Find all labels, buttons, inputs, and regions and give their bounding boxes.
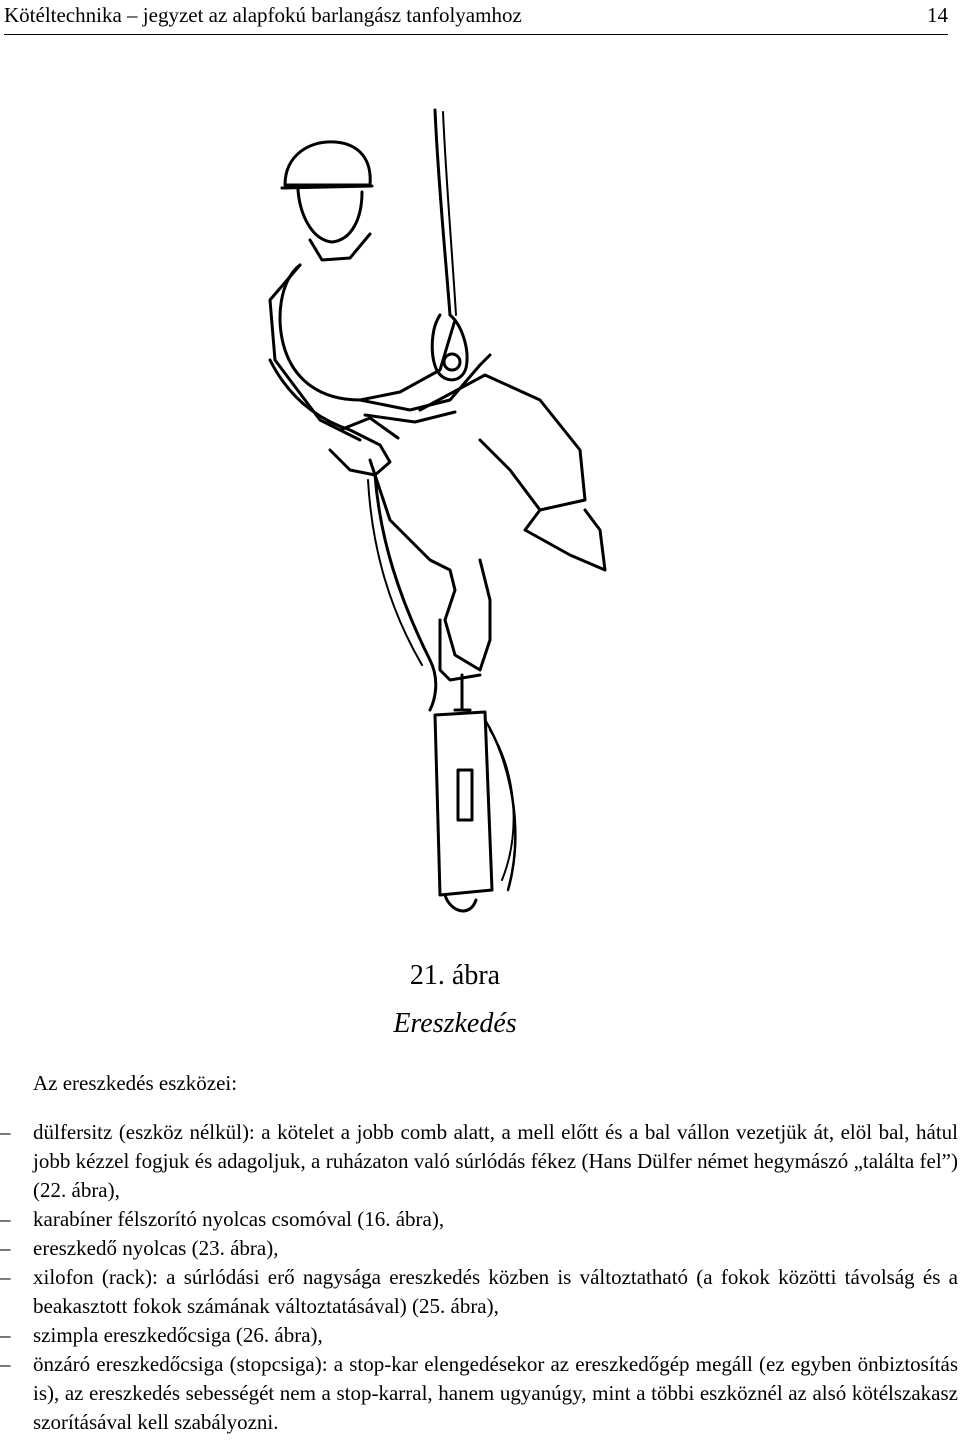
equipment-list: [0, 1118, 958, 1437]
list-item: [0, 1205, 958, 1234]
head: [298, 190, 362, 242]
list-item-text: dülfersitz (eszköz nélkül): a kötelet a jobb comb alatt, a mell előtt és a bal vállon vezetjük át, elöl bal, hátul jobb kézzel fogjuk és adagoljuk, a ruházaton való súrlódás fékez (Hans Dülfer német hegymászó „találta fel”) (22. ábra),: [33, 1120, 958, 1202]
list-item: [0, 1234, 958, 1263]
list-item: [0, 1118, 958, 1205]
list-item-text: önzáró ereszkedőcsiga (stopcsiga): a stop-kar elengedésekor az ereszkedőgép megáll (ez egyben önbiztosítás is), az ereszkedés sebességét nem a stop-karral, hanem ugyanúgy, mint a többi eszköznél az alsó kötélszakasz szorításával kell szabályozni.: [33, 1352, 958, 1434]
intro-text: Az ereszkedés eszközei:: [33, 1071, 238, 1095]
list-dash: –: [0, 1236, 11, 1260]
list-dash: –: [0, 1352, 11, 1376]
rope-bag: [435, 712, 492, 895]
leg-lower: [370, 460, 490, 670]
list-item-text: karabíner félszorító nyolcas csomóval (16. ábra),: [33, 1207, 445, 1231]
figure-title: Ereszkedés: [393, 1008, 517, 1039]
list-dash: –: [0, 1120, 11, 1144]
climber-descending-illustration: [240, 100, 630, 930]
list-item-text: ereszkedő nyolcas (23. ábra),: [33, 1236, 279, 1260]
list-item-text: xilofon (rack): a súrlódási erő nagysága ereszkedés közben is változtatható (a fokok közötti távolság és a beakasztott fokok számának változtatásával) (25. ábra),: [33, 1265, 958, 1318]
list-dash: –: [0, 1207, 11, 1231]
leg-front: [420, 375, 585, 510]
torso: [280, 265, 455, 400]
helmet: [285, 142, 370, 185]
list-dash: –: [0, 1265, 11, 1289]
page-header: [4, 0, 948, 35]
list-item: [0, 1263, 958, 1321]
rope-lower: [375, 475, 436, 710]
rope-upper: [435, 110, 450, 315]
list-item-text: szimpla ereszkedőcsiga (26. ábra),: [33, 1323, 323, 1347]
list-dash: –: [0, 1323, 11, 1347]
list-item: [0, 1350, 958, 1437]
list-item: [0, 1321, 958, 1350]
document-title: Kötéltechnika – jegyzet az alapfokú barlangász tanfolyamhoz: [4, 3, 522, 27]
page-number: 14: [927, 3, 948, 27]
figure-number: 21. ábra: [409, 960, 501, 991]
